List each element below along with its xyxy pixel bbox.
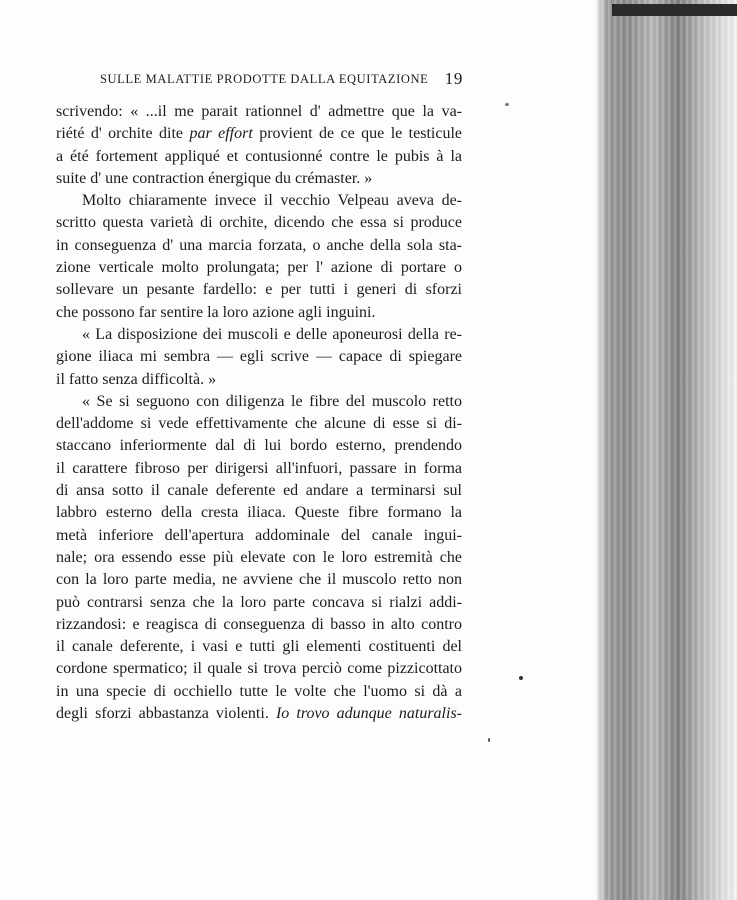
text-line: che possono far sentire la loro azione agli inguini.: [56, 303, 376, 321]
text-line: labbro esterno della cresta iliaca. Queste fibre formano la: [56, 504, 462, 522]
text-line: nale; ora essendo esse più elevate con le loro estremità che: [56, 548, 462, 566]
text-line: il carattere fibroso per dirigersi all'infuori, passare in forma: [56, 459, 462, 477]
body-text: [56, 101, 462, 725]
print-speck: [519, 676, 523, 680]
running-header: [100, 69, 463, 92]
text-line: metà inferiore dell'apertura addominale del canale ingui-: [56, 526, 462, 544]
text-line: [56, 123, 462, 145]
text-run: degli sforzi abbastanza violenti.: [56, 705, 276, 723]
text-line: suite d' une contraction énergique du crémaster. »: [56, 169, 373, 187]
text-line: [56, 703, 462, 725]
text-line: in conseguenza d' una marcia forzata, o anche della sola sta-: [56, 236, 462, 254]
text-line: zione verticale molto prolungata; per l' azione di portare o: [56, 259, 462, 277]
italic-run: par effort: [189, 125, 253, 143]
text-line: in una specie di occhiello tutte le volte che l'uomo si dà a: [56, 682, 462, 700]
text-line: « La disposizione dei muscoli e delle aponeurosi della re-: [82, 325, 462, 343]
text-line: il fatto senza difficoltà. »: [56, 370, 217, 388]
text-line: rizzandosi: e reagisca di conseguenza di basso in alto contro: [56, 615, 462, 633]
running-title: SULLE MALATTIE PRODOTTE DALLA EQUITAZIONE: [100, 72, 429, 86]
text-line: « Se si seguono con diligenza le fibre del muscolo retto: [82, 392, 462, 410]
text-line: scritto questa varietà di orchite, dicendo che essa si produce: [56, 214, 462, 232]
book-spine-gutter: [596, 0, 737, 900]
text-line: di ansa sotto il canale deferente ed andare a terminarsi sul: [56, 482, 462, 500]
text-line: il canale deferente, i vasi e tutti gli elementi costituenti del: [56, 638, 462, 656]
text-run: provient de ce que le testicule: [252, 125, 462, 143]
print-speck: [505, 103, 509, 106]
text-line: a été fortement appliqué et contusionné contre le pubis à la: [56, 147, 462, 165]
print-speck: [488, 738, 490, 742]
text-line: dell'addome si vede effettivamente che alcune di esse si di-: [56, 415, 462, 433]
text-line: gione iliaca mi sembra — egli scrive — capace di spiegare: [56, 348, 462, 366]
text-line: con la loro parte media, ne avviene che il muscolo retto non: [56, 571, 462, 589]
text-line: Molto chiaramente invece il vecchio Velpeau aveva de-: [82, 192, 462, 210]
page-number: 19: [444, 69, 463, 88]
text-line: scrivendo: « ...il me parait rationnel d' admettre que la va-: [56, 103, 462, 120]
text-line: sollevare un pesante fardello: e per tutti i generi di sforzi: [56, 281, 462, 299]
text-line: può contrarsi senza che la loro parte concava si rialzi addi-: [56, 593, 462, 611]
text-run: riété d' orchite dite: [56, 125, 190, 143]
text-line: cordone spermatico; il quale si trova perciò come pizzicottato: [56, 660, 462, 678]
spine-top-edge: [612, 4, 737, 16]
text-line: staccano inferiormente dal di lui bordo esterno, prendendo: [56, 437, 462, 455]
italic-run: Io trovo adunque naturalis-: [275, 705, 462, 723]
